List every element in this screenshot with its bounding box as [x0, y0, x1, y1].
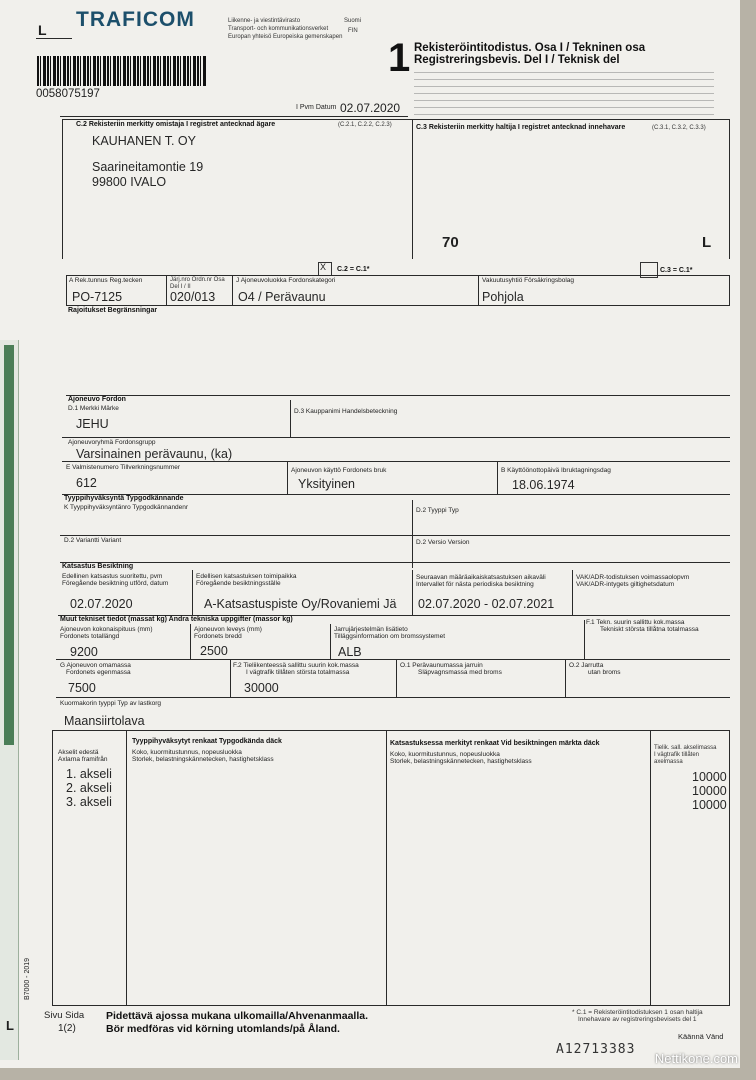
security-stripe	[4, 345, 14, 745]
serial-number: 612	[76, 476, 97, 490]
insurer-label: Vakuutusyhtiö Försäkringsbolag	[482, 277, 575, 284]
variant-label: D.2 Variantti Variant	[64, 537, 122, 544]
axle-mass-1: 10000	[692, 770, 727, 784]
braked-trailer-mass-label-fi: O.1 Perävaunumassa jarruin	[400, 662, 483, 669]
axle-mass-label-sv: I vägtrafik tillåten axelmassa	[654, 752, 700, 765]
type-approved-tires-sub-sv: Storlek, belastningskännetecken, hastighetsklass	[132, 756, 274, 763]
next-inspection-interval: 02.07.2020 - 02.07.2021	[418, 597, 555, 611]
width-label-fi: Ajoneuvon leveys (mm)	[194, 626, 262, 633]
page-part-marker: 1	[388, 36, 411, 80]
make-label: D.1 Merkki Märke	[68, 405, 119, 412]
own-mass: 7500	[68, 681, 96, 695]
form-code: B7000 - 2019	[24, 957, 31, 1000]
type-label: D.2 Tyyppi Typ	[416, 507, 459, 514]
body-type-label: Kuormakorin tyyppi Typ av lastkorg	[60, 700, 162, 707]
holder-label: C.3 Rekisteriin merkitty haltija I registret antecknad innehavare	[416, 124, 626, 131]
road-max-mass: 30000	[244, 681, 279, 695]
serial-number-label: E Valmistenumero Tillverkningsnummer	[66, 464, 181, 471]
brake-info-label-sv: Tilläggsinformation om bromssystemet	[334, 633, 446, 640]
owner-same-label: C.2 = C.1*	[337, 266, 370, 273]
own-mass-label-fi: G Ajoneuvon omamassa	[60, 662, 131, 669]
page-label: Sivu Sida	[44, 1010, 85, 1021]
corner-letter: L	[38, 22, 47, 38]
vak-adr-label-sv: VAK/ADR-intygets giltighetsdatum	[576, 581, 675, 588]
axle-1: 1. akseli	[66, 767, 112, 781]
braked-trailer-mass-label-sv: Släpvagnsmassa med broms	[418, 669, 502, 676]
inspected-tires-sub-fi: Koko, kuormitustunnus, nopeusluokka	[390, 751, 500, 758]
turn-page-note: Käännä Vänd	[678, 1032, 724, 1041]
holder-same-label: C.3 = C.1*	[660, 267, 693, 274]
owner-city: 99800 IVALO	[92, 175, 167, 189]
logo-country-sv: FIN	[348, 28, 358, 34]
make: JEHU	[76, 417, 109, 431]
unbraked-label-sv: utan broms	[588, 669, 621, 676]
technical-max-mass-label-sv: Tekniskt största tillåtna totalmassa	[600, 626, 699, 633]
c1-note-sv: Innehavare av registreringsbevisets del 1	[578, 1016, 697, 1023]
inspection-place-label-fi: Edellisen katsastuksen toimipaikka	[196, 573, 297, 580]
traficom-logo: TRAFICOM	[76, 8, 195, 31]
owner-street: Saarineitamontie 19	[92, 160, 204, 174]
reg-number-label: A Rek.tunnus Reg.tecken	[69, 277, 143, 284]
own-mass-label-sv: Fordonets egenmassa	[66, 669, 131, 676]
body-type: Maansiirtolava	[64, 714, 145, 728]
road-max-mass-label-sv: I vägtrafik tillåten största totalmassa	[246, 669, 350, 676]
owner-same-check-mark: X	[320, 262, 327, 272]
type-approval-number-label: K Tyyppihyväksyntänro Typgodkännandenr	[64, 504, 189, 511]
first-use-date-label: B Käyttöönottopäivä Ibruktagningsdag	[501, 467, 611, 474]
vehicle-section-label: Ajoneuvo Fordon	[68, 396, 126, 403]
vehicle-category: O4 / Perävaunu	[238, 290, 326, 304]
logo-subtitle-fi: Liikenne- ja viestintävirasto	[228, 18, 301, 24]
technical-max-mass-label-fi: F.1 Tekn. suurin sallittu kok.massa	[586, 619, 685, 626]
length-label-fi: Ajoneuvon kokonaispituus (mm)	[60, 626, 153, 633]
vehicle-category-label: J Ajoneuvoluokka Fordonskategori	[236, 277, 336, 284]
page-number: 1(2)	[58, 1023, 76, 1034]
inspection-section-label: Katsastus Besiktning	[62, 563, 134, 570]
holder-codes: (C.3.1, C.3.2, C.3.3)	[652, 125, 706, 131]
watermark: Nettikone.com	[654, 1051, 738, 1066]
last-inspection-label-fi: Edellinen katsastus suoritettu, pvm	[62, 573, 163, 580]
document-serial: A12713383	[556, 1042, 636, 1057]
axle-3: 3. akseli	[66, 795, 112, 809]
owner-label: C.2 Rekisteriin merkitty omistaja I registret antecknad ägare	[76, 121, 276, 128]
axle-2: 2. akseli	[66, 781, 112, 795]
axles-label-fi: Akselit edestä	[58, 749, 99, 756]
axle-mass-2: 10000	[692, 784, 727, 798]
order-number: 020/013	[170, 290, 216, 304]
axle-mass-label-fi: Tielik. sall. akselimassa	[654, 745, 717, 751]
axle-mass-3: 10000	[692, 798, 727, 812]
vehicle-group-label: Ajoneuvoryhmä Fordonsgrupp	[68, 439, 156, 446]
inspected-tires-label: Katsastuksessa merkityt renkaat Vid besiktningen märkta däck	[390, 740, 600, 747]
vehicle-use: Yksityinen	[298, 477, 355, 491]
brake-info-label-fi: Jarrujärjestelmän lisätieto	[334, 626, 408, 633]
first-use-date: 18.06.1974	[512, 478, 575, 492]
carry-note-fi: Pidettävä ajossa mukana ulkomailla/Ahvenanmaalla.	[106, 1010, 369, 1022]
owner-codes: (C.2.1, C.2.2, C.2.3)	[338, 122, 392, 128]
c1-note-fi: * C.1 = Rekisteröintitodistuksen 1 osan haltija	[572, 1009, 703, 1016]
reg-number: PO-7125	[72, 290, 123, 304]
axles-label-sv: Axlarna framifrån	[58, 756, 108, 763]
unbraked-label-fi: O.2 Jarrutta	[569, 662, 604, 669]
width-label-sv: Fordonets bredd	[194, 633, 242, 640]
vehicle-use-label: Ajoneuvon käyttö Fordonets bruk	[291, 467, 387, 474]
next-inspection-label-fi: Seuraavan määräaikaiskatsastuksen aikaväli	[416, 574, 546, 581]
vehicle-width: 2500	[200, 644, 228, 658]
type-approved-tires-label: Tyyppihyväksytyt renkaat Typgodkända däck	[132, 738, 282, 745]
footer-corner-letter: L	[6, 1018, 14, 1033]
inspection-place-label-sv: Föregående besiktningsställe	[196, 580, 281, 587]
inspection-place: A-Katsastuspiste Oy/Rovaniemi Jä	[204, 597, 397, 611]
length-label-sv: Fordonets totallängd	[60, 633, 120, 640]
restrictions-label: Rajoitukset Begränsningar	[68, 307, 158, 314]
vak-adr-label-fi: VAK/ADR-todistuksen voimassaolopvm	[576, 574, 690, 581]
issue-date: 02.07.2020	[340, 101, 401, 115]
next-inspection-label-sv: Intervallet för nästa periodiska besiktning	[416, 581, 534, 588]
logo-subtitle-en: Europan yhteisö Europeiska gemenskapen	[228, 34, 343, 40]
brake-info: ALB	[338, 645, 362, 659]
holder-letter: L	[702, 234, 712, 251]
tech-section-label: Muut tekniset tiedot (massat kg) Andra tekniska uppgifter (massor kg)	[60, 616, 293, 623]
vehicle-group: Varsinainen perävaunu, (ka)	[76, 447, 233, 461]
logo-subtitle-sv: Transport- och kommunikationsverket	[228, 26, 329, 32]
version-label: D.2 Versio Version	[416, 539, 470, 546]
date-label: I Pvm Datum	[296, 104, 337, 111]
inspected-tires-sub-sv: Storlek, belastningskännetecken, hastighetsklass	[390, 758, 532, 765]
document-title-sv: Registreringsbevis. Del I / Teknisk del	[414, 54, 620, 66]
owner-name: KAUHANEN T. OY	[92, 134, 196, 148]
barcode-number: 0058075197	[36, 88, 100, 100]
road-max-mass-label-fi: F.2 Tieliikenteessä sallittu suurin kok.massa	[233, 662, 359, 669]
document-title-fi: Rekisteröintitodistus. Osa I / Tekninen osa	[414, 42, 646, 54]
last-inspection-label-sv: Föregående besiktning utförd, datum	[62, 580, 169, 587]
multilingual-title-lines	[414, 68, 714, 116]
carry-note-sv: Bör medföras vid körning utomlands/på Åland.	[106, 1023, 340, 1035]
barcode	[37, 56, 207, 86]
type-approved-tires-sub-fi: Koko, kuormitustunnus, nopeusluokka	[132, 749, 242, 756]
insurer: Pohjola	[482, 290, 524, 304]
order-number-label: Järj.nro Ordn.nr Osa Del I / II	[170, 277, 225, 290]
logo-country-fi: Suomi	[344, 18, 362, 24]
last-inspection-date: 02.07.2020	[70, 597, 133, 611]
holder-number: 70	[442, 234, 459, 251]
type-approval-section-label: Tyyppihyväksyntä Typgodkännande	[64, 495, 184, 502]
trade-name-label: D.3 Kauppanimi Handelsbeteckning	[294, 408, 398, 415]
vehicle-length: 9200	[70, 645, 98, 659]
